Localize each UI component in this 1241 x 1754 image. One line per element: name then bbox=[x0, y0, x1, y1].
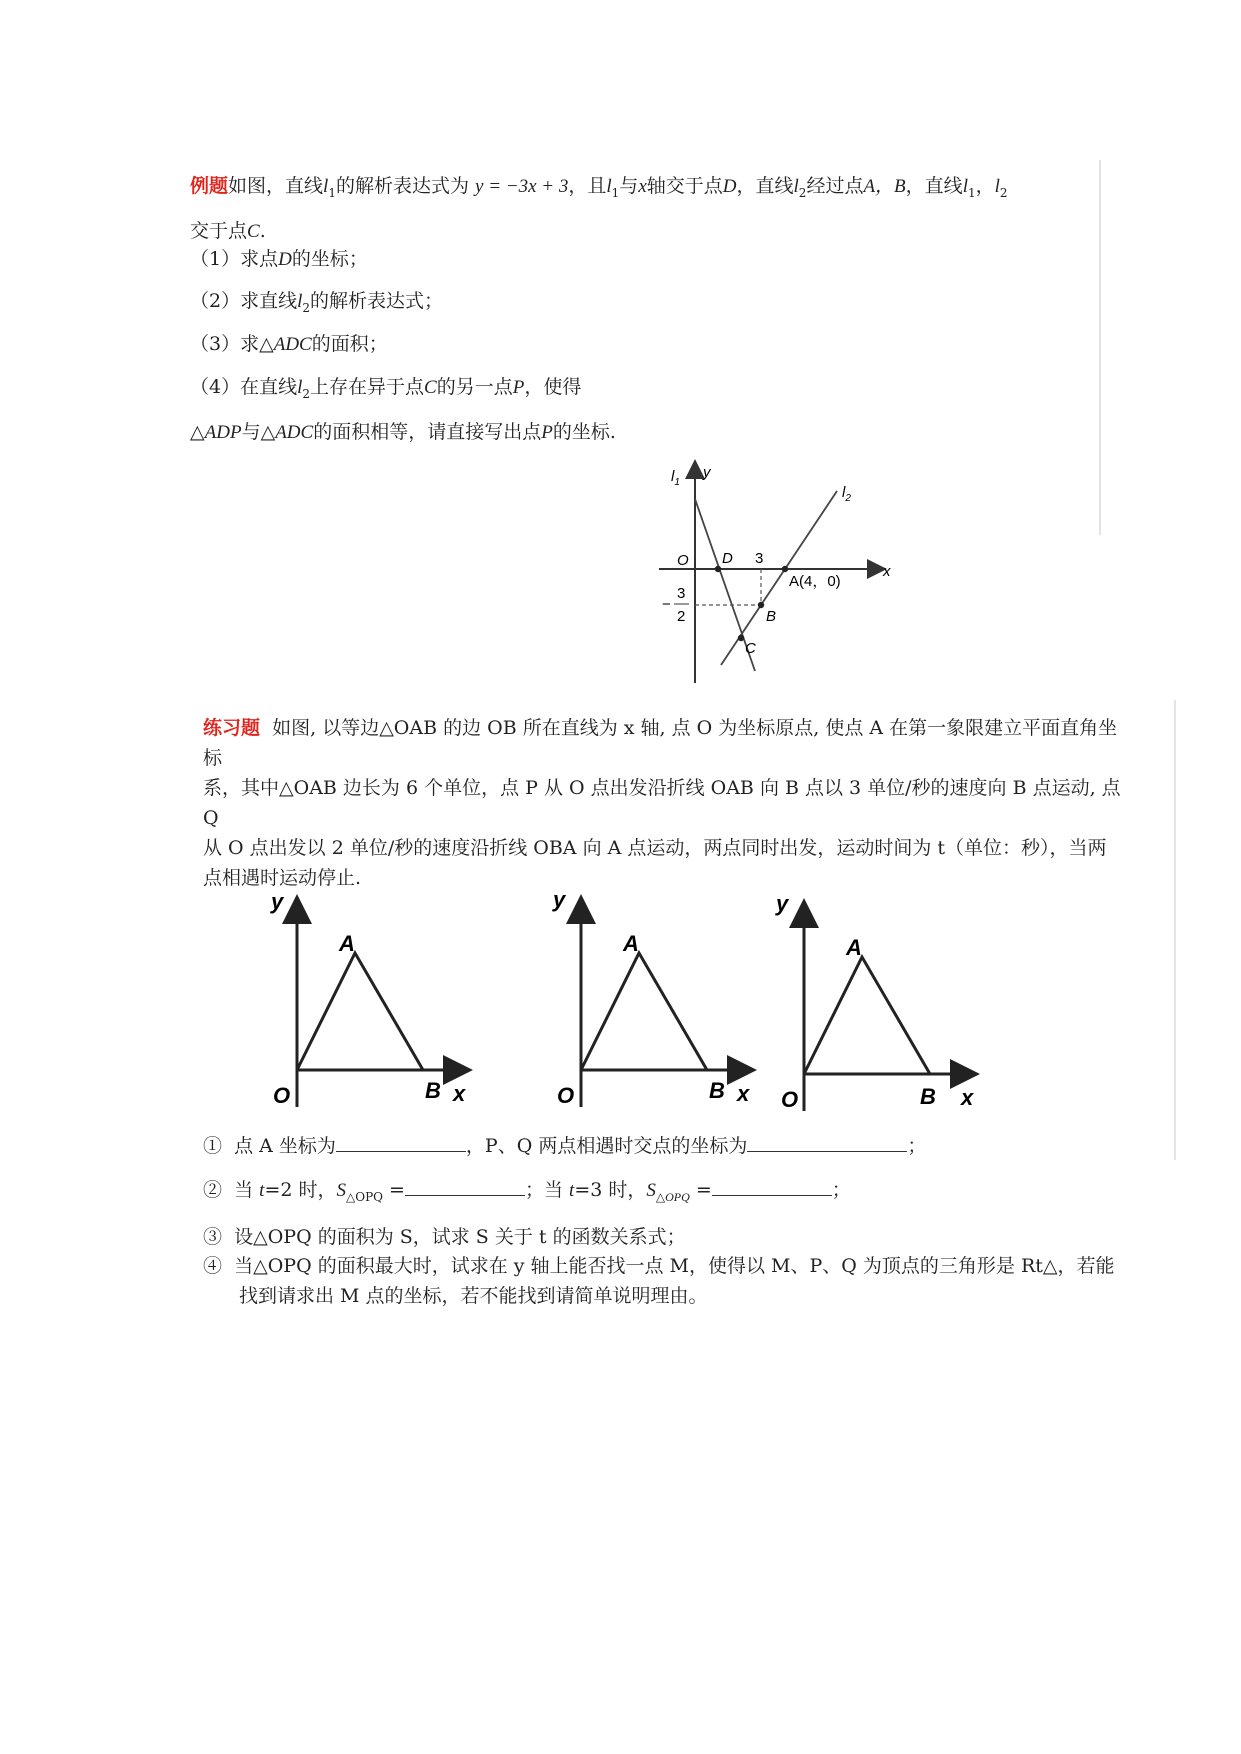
practice-line-4: 点相遇时运动停止. bbox=[203, 867, 362, 889]
example-question-2: （2）求直线$l_2$的解析表达式； bbox=[190, 290, 444, 315]
label-A: A(4，0) bbox=[789, 573, 841, 590]
label-x-1: x bbox=[453, 1081, 466, 1106]
triangle-oab-3 bbox=[804, 957, 930, 1074]
question-3: ③ 设△OPQ 的面积为 S，试求 S 关于 t 的函数关系式； bbox=[203, 1226, 686, 1248]
label-O-1: O bbox=[273, 1083, 291, 1108]
practice-paragraph bbox=[203, 713, 1123, 893]
label-frac-den: 2 bbox=[677, 608, 686, 625]
answer-blank-a-coord[interactable] bbox=[336, 1133, 466, 1152]
label-y-2: y bbox=[553, 887, 566, 912]
scan-edge-right-top bbox=[1099, 160, 1101, 535]
label-y-1: y bbox=[271, 889, 284, 914]
question-1: ① 点 A 坐标为 ，P、Q 两点相遇时交点的坐标为 ； bbox=[203, 1135, 927, 1157]
triangle-oab-2 bbox=[581, 953, 707, 1070]
label-frac-num: 3 bbox=[677, 585, 686, 602]
label-B-1: B bbox=[425, 1078, 441, 1103]
label-B-2: B bbox=[709, 1078, 725, 1103]
point-D bbox=[715, 566, 721, 572]
label-A-3: A bbox=[846, 935, 862, 960]
label-y: y bbox=[703, 464, 711, 481]
example-label: 例题 bbox=[190, 175, 229, 197]
triangle-figure-3 bbox=[775, 891, 977, 1112]
label-B-3: B bbox=[920, 1084, 936, 1109]
triangle-oab-1 bbox=[297, 953, 423, 1070]
label-A-2: A bbox=[623, 931, 639, 956]
answer-blank-area-t2[interactable] bbox=[405, 1177, 525, 1196]
triangle-figure-2 bbox=[552, 887, 754, 1108]
label-B: B bbox=[766, 608, 777, 625]
question-4-cont: 找到请求出 M 点的坐标，若不能找到请简单说明理由。 bbox=[239, 1285, 708, 1307]
label-D: D bbox=[722, 550, 733, 567]
example-line-1: 例题如图，直线$l_1$的解析表达式为 y = −3x + 3，且$l_1$与x轴交于点D，直线$l_2$经过点A，B，直线$l_1$，$l_2$ bbox=[190, 175, 1008, 200]
answer-blank-area-t3[interactable] bbox=[712, 1177, 832, 1196]
label-frac-sign: − bbox=[662, 596, 671, 613]
example-question-4-cont: △ADP与△ADC的面积相等，请直接写出点P的坐标. bbox=[190, 421, 616, 443]
label-A-1: A bbox=[339, 931, 355, 956]
label-x-2: x bbox=[737, 1081, 750, 1106]
practice-label: 练习题 bbox=[203, 717, 261, 739]
label-x: x bbox=[883, 563, 891, 580]
practice-line-1: 练习题 如图, 以等边△OAB 的边 OB 所在直线为 x 轴, 点 O 为坐标原点, 使点 A 在第一象限建立平面直角坐标 bbox=[203, 717, 1118, 769]
label-x-3: x bbox=[961, 1085, 974, 1110]
example-question-1: （1）求点D的坐标； bbox=[190, 248, 368, 270]
example-line-2: 交于点C. bbox=[190, 220, 266, 242]
example-figure bbox=[655, 455, 895, 685]
point-A bbox=[782, 566, 788, 572]
label-l2: $l_2$ bbox=[842, 484, 851, 504]
triangle-figure-1 bbox=[270, 889, 470, 1108]
point-B bbox=[758, 602, 764, 608]
label-l1: $l_1$ bbox=[671, 468, 680, 488]
label-O-3: O bbox=[781, 1087, 799, 1112]
label-y-3: y bbox=[776, 891, 789, 916]
practice-line-2: 系，其中△OAB 边长为 6 个单位，点 P 从 O 点出发沿折线 OAB 向 B 点以 3 单位/秒的速度向 B 点运动, 点 Q bbox=[203, 777, 1121, 829]
label-O-2: O bbox=[557, 1083, 575, 1108]
label-C: C bbox=[745, 640, 756, 657]
point-C bbox=[738, 635, 744, 641]
answer-blank-meet-coord[interactable] bbox=[747, 1133, 907, 1152]
question-4: ④ 当△OPQ 的面积最大时，试求在 y 轴上能否找一点 M，使得以 M、P、Q 为顶点的三角形是 Rt△，若能 bbox=[203, 1255, 1115, 1277]
example-question-4: （4）在直线$l_2$上存在异于点C的另一点P，使得 bbox=[190, 376, 582, 401]
practice-line-3: 从 O 点出发以 2 单位/秒的速度沿折线 OBA 向 A 点运动，两点同时出发，运动时间为 t（单位：秒），当两 bbox=[203, 837, 1107, 859]
label-O: O bbox=[677, 552, 689, 569]
label-tick-3: 3 bbox=[755, 550, 764, 567]
l1-equation: y = −3x + 3 bbox=[475, 176, 569, 197]
question-2: ② 当 t=2 时，$S_{\triangle OPQ}$ = ；当 t=3 时，$S_{\triangle OPQ}$ = ； bbox=[203, 1179, 851, 1204]
scan-edge-right-bottom bbox=[1174, 700, 1176, 1160]
triangle-figures bbox=[255, 885, 1015, 1115]
example-question-3: （3）求△ADC的面积； bbox=[190, 333, 388, 355]
